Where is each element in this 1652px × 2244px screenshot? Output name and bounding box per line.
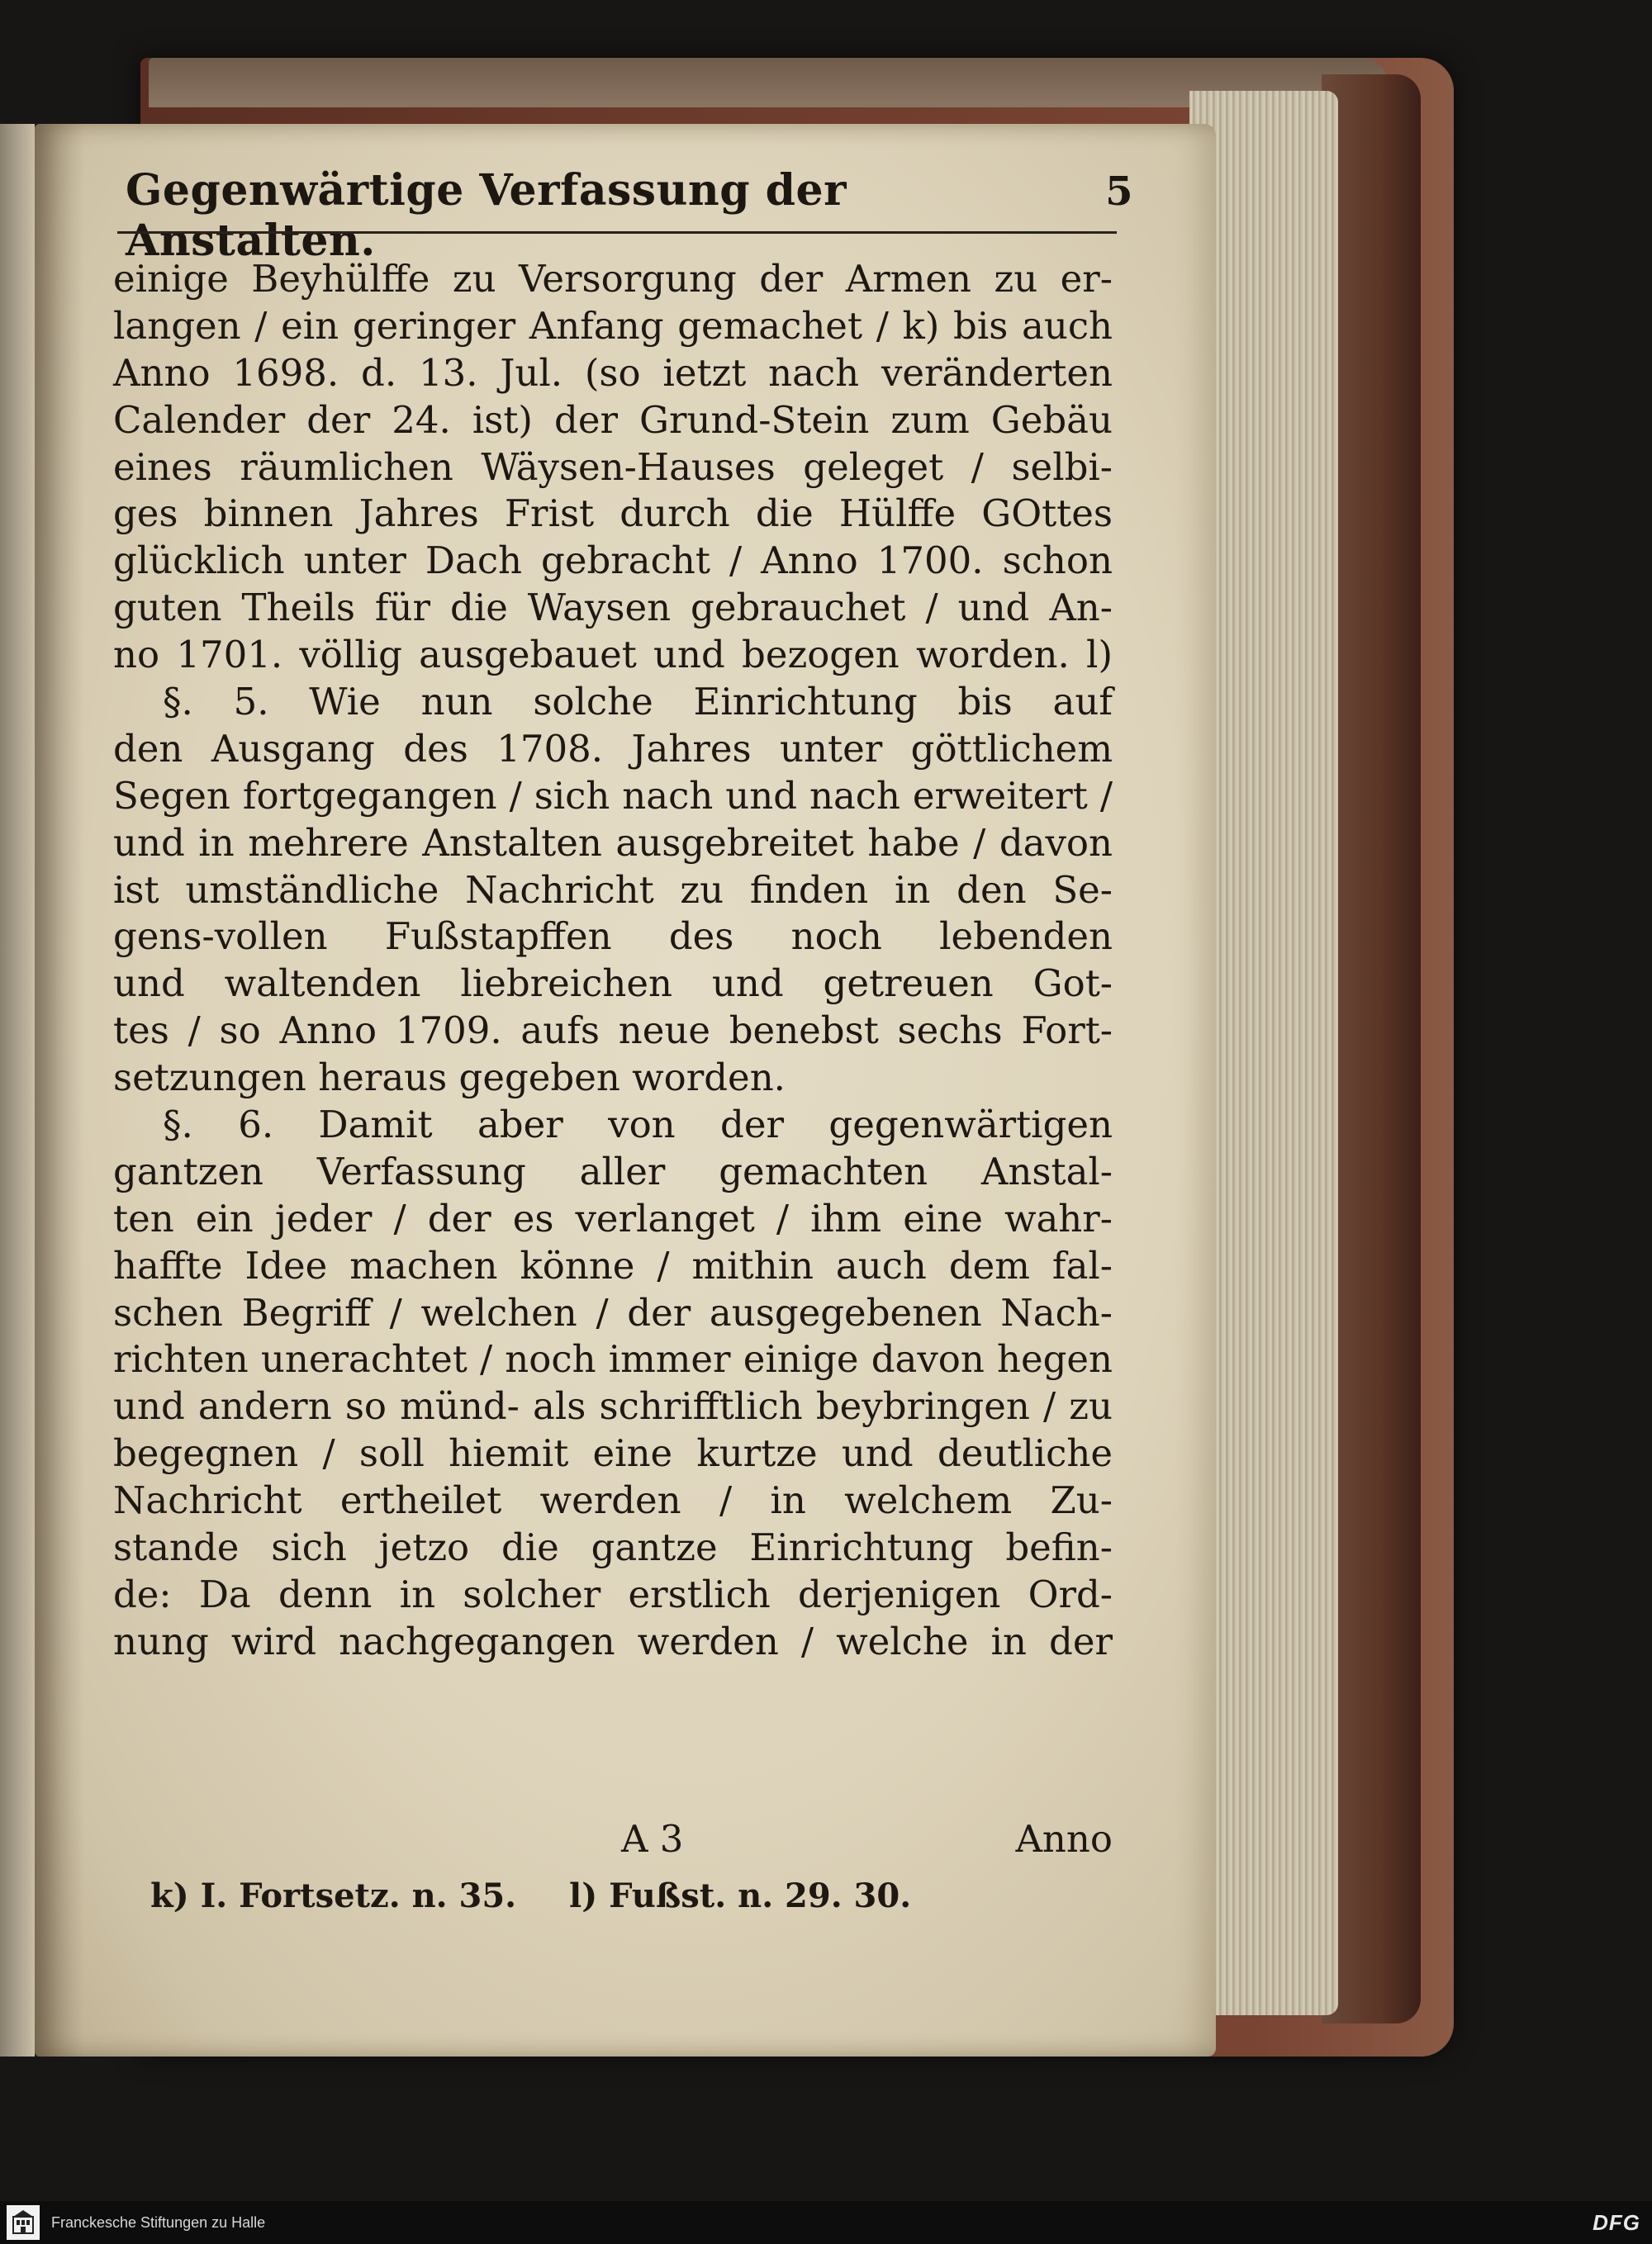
text-line: de: Da denn in solcher erstlich derjenigen Ord- bbox=[113, 1572, 1113, 1616]
footnote-l: l) Fußst. n. 29. 30. bbox=[569, 1876, 912, 1915]
text-line: glücklich unter Dach gebracht / Anno 1700. schon bbox=[113, 538, 1113, 583]
text-line: Calender der 24. ist) der Grund-Stein zum Gebäu bbox=[113, 397, 1113, 442]
text-line: eines räumlichen Wäysen-Hauses geleget / selbi- bbox=[113, 444, 1113, 489]
scanned-page bbox=[35, 124, 1216, 2057]
building-icon bbox=[12, 2208, 35, 2237]
text-line: ten ein jeder / der es verlanget / ihm eine wahr- bbox=[113, 1196, 1113, 1241]
text-line: stande sich jetzo die gantze Einrichtung befin- bbox=[113, 1525, 1113, 1570]
text-line: und andern so münd- als schrifftlich beybringen / zu bbox=[113, 1384, 1113, 1429]
signature-mark: A 3 bbox=[621, 1817, 684, 1861]
catchword: Anno bbox=[1015, 1817, 1113, 1861]
text-line: richten unerachtet / noch immer einige davon hegen bbox=[113, 1337, 1113, 1382]
text-line: und in mehrere Anstalten ausgebreitet habe / davon bbox=[113, 820, 1113, 865]
footnotes bbox=[150, 1876, 952, 1915]
institution-logo-icon[interactable] bbox=[7, 2205, 40, 2240]
text-line: ist umständliche Nachricht zu finden in den Se- bbox=[113, 867, 1113, 912]
text-line: gantzen Verfassung aller gemachten Anstal- bbox=[113, 1149, 1113, 1193]
text-line: no 1701. völlig ausgebauet und bezogen worden. l) bbox=[113, 633, 1113, 677]
facing-page-sliver bbox=[0, 124, 35, 2057]
text-line: tes / so Anno 1709. aufs neue benebst sechs Fort- bbox=[113, 1008, 1113, 1053]
text-line: und waltenden liebreichen und getreuen Got- bbox=[113, 961, 1113, 1006]
text-line: langen / ein geringer Anfang gemachet / k) bis auch bbox=[113, 303, 1113, 348]
text-line: Nachricht ertheilet werden / in welchem Zu- bbox=[113, 1478, 1113, 1523]
text-line: einige Beyhülffe zu Versorgung der Armen zu er- bbox=[113, 257, 1113, 301]
page-number: 5 bbox=[1105, 168, 1133, 215]
signature-line bbox=[113, 1817, 1113, 1863]
text-line: Segen fortgegangen / sich nach und nach erweitert / bbox=[113, 773, 1113, 818]
viewer-footer-bar bbox=[0, 2201, 1652, 2244]
body-text bbox=[113, 256, 1113, 1666]
footnote-k: k) I. Fortsetz. n. 35. bbox=[150, 1876, 517, 1915]
text-line: ges binnen Jahres Frist durch die Hülffe GOttes bbox=[113, 491, 1113, 536]
text-line: setzungen heraus gegeben worden. bbox=[113, 1056, 786, 1100]
text-line: guten Theils für die Waysen gebrauchet / und An- bbox=[113, 586, 1113, 630]
text-line: Anno 1698. d. 13. Jul. (so ietzt nach veränderten bbox=[113, 350, 1113, 395]
text-line: hafftе Idee machen könne / mithin auch dem fal- bbox=[113, 1243, 1113, 1288]
footer-left bbox=[0, 2205, 265, 2240]
running-head-title: Gegenwärtige Verfassung der Anstalten. bbox=[126, 165, 847, 266]
paragraph-start-line: §. 5. Wie nun solche Einrichtung bis auf bbox=[163, 680, 1113, 724]
institution-name[interactable]: Franckesche Stiftungen zu Halle bbox=[51, 2213, 266, 2231]
text-line: den Ausgang des 1708. Jahres unter göttlichem bbox=[113, 726, 1113, 771]
text-line: schen Begriff / welchen / der ausgegebenen Nach- bbox=[113, 1290, 1113, 1335]
text-line: nung wird nachgegangen werden / welche in der bbox=[113, 1619, 1113, 1663]
dfg-logo[interactable]: DFG bbox=[1593, 2209, 1640, 2235]
running-head bbox=[126, 165, 1133, 266]
head-rule bbox=[117, 231, 1117, 234]
gutter-shadow bbox=[35, 124, 84, 2057]
paragraph-start-line: §. 6. Damit aber von der gegenwärtigen bbox=[163, 1103, 1113, 1147]
text-line: begegnen / soll hiemit eine kurtze und deutliche bbox=[113, 1431, 1113, 1476]
text-line: gens-vollen Fußstapffen des noch lebenden bbox=[113, 914, 1113, 959]
